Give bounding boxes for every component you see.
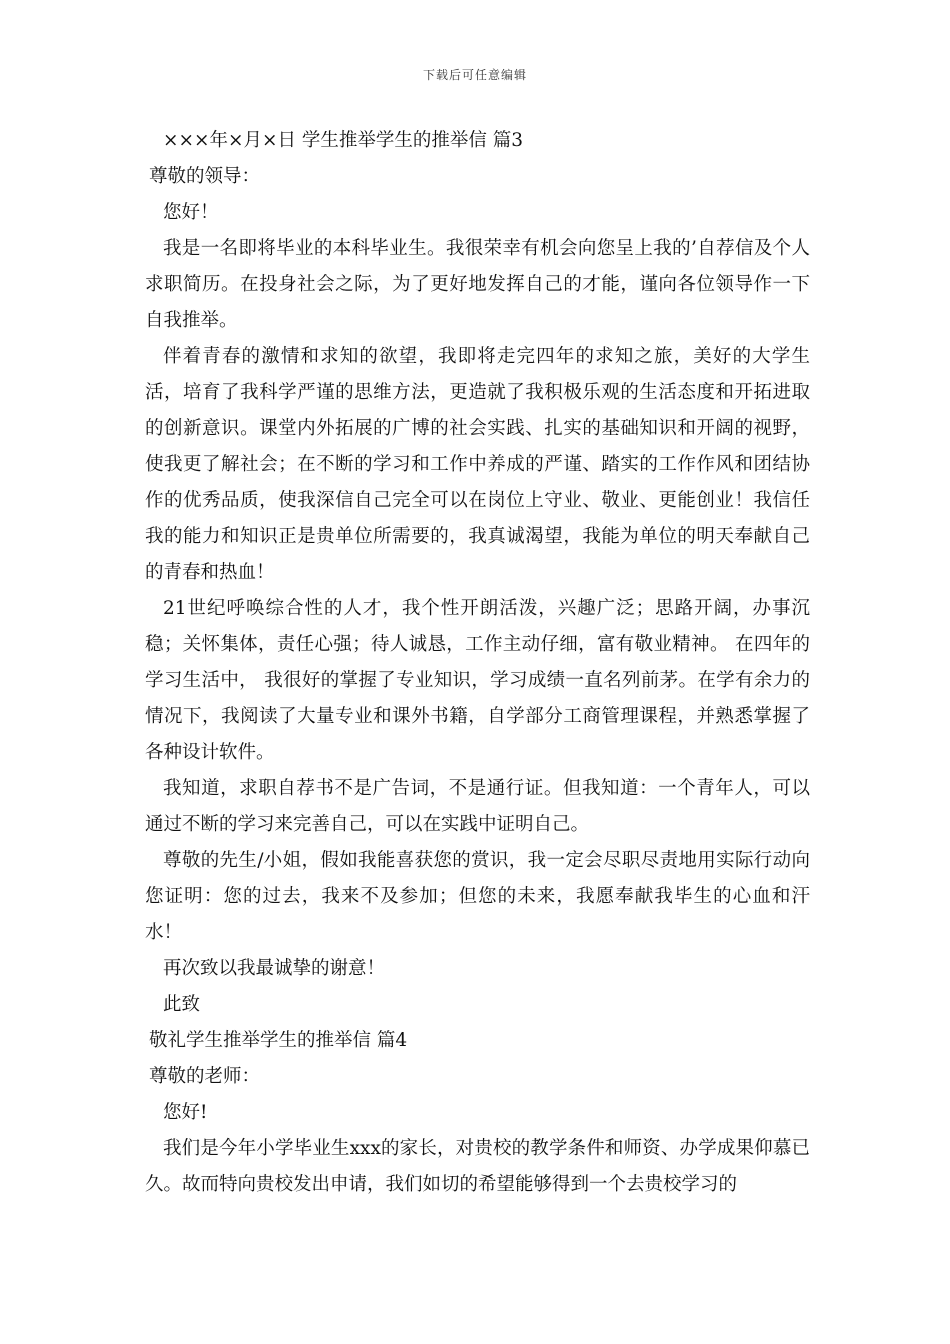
- greeting-1: 您好！: [163, 202, 219, 223]
- paragraph-1: 我是一名即将毕业的本科毕业生。我很荣幸有机会向您呈上我的’自荐信及个人求职简历。在投身社会之际，为了更好地发挥自己的才能，谨向各位领导作一下自我推举。: [145, 238, 810, 331]
- date-heading: ×××年×月×日 学生推举学生的推举信 篇3: [163, 130, 524, 151]
- paragraph-5: 尊敬的先生/小姐，假如我能喜获您的赏识，我一定会尽职尽责地用实际行动向您证明：您的过去，我来不及参加；但您的未来，我愿奉献我毕生的心血和汗水！: [145, 850, 810, 943]
- paragraph-6: 我们是今年小学毕业生xxx的家长，对贵校的教学条件和师资、办学成果仰慕已久。故而特向贵校发出申请，我们如切的希望能够得到一个去贵校学习的: [145, 1138, 810, 1195]
- heading-part-4: 敬礼学生推举学生的推举信 篇4: [149, 1030, 408, 1051]
- header-note: 下载后可任意编辑: [422, 68, 527, 82]
- paragraph-3: 21世纪呼唤综合性的人才，我个性开朗活泼，兴趣广泛；思路开阔，办事沉稳；关怀集体，责任心强；待人诚恳，工作主动仔细，富有敬业精神。 在四年的学习生活中， 我很好的掌握了专业知识，学习成绩一直名列前茅。在学有余力的情况下，我阅读了大量专业和课外书籍，自学部分工商管理课程，并熟悉掌握了各种设计软件。: [145, 598, 810, 763]
- paragraph-2: 伴着青春的激情和求知的欲望，我即将走完四年的求知之旅，美好的大学生活，培育了我科学严谨的思维方法，更造就了我积极乐观的生活态度和开拓进取的创新意识。课堂内外拓展的广博的社会实践、扎实的基础知识和开阔的视野，使我更了解社会；在不断的学习和工作中养成的严谨、踏实的工作作风和团结协作的优秀品质，使我深信自己完全可以在岗位上守业、敬业、更能创业！我信任我的能力和知识正是贵单位所需要的，我真诚渴望，我能为单位的明天奉献自己的青春和热血！: [145, 346, 810, 583]
- greeting-2: 您好!: [163, 1102, 208, 1123]
- document-body: [145, 123, 810, 1203]
- thanks-line: 再次致以我最诚挚的谢意！: [163, 958, 386, 979]
- closing-line: 此致: [163, 994, 201, 1015]
- paragraph-4: 我知道，求职自荐书不是广告词，不是通行证。但我知道：一个青年人，可以通过不断的学习来完善自己，可以在实践中证明自己。: [145, 778, 810, 835]
- salutation-leaders: 尊敬的领导：: [149, 166, 261, 187]
- salutation-teacher: 尊敬的老师：: [149, 1066, 261, 1087]
